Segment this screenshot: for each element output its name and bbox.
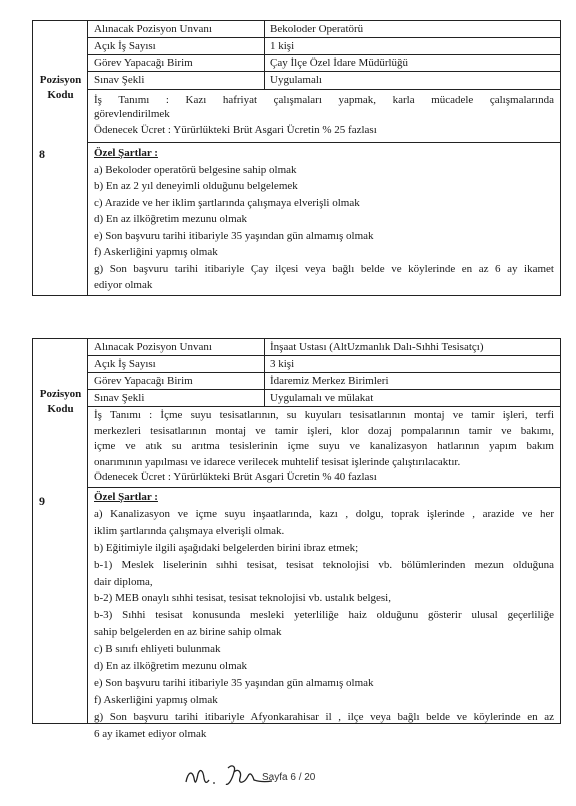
pay-text: Ödenecek Ücret : Yürürlükteki Brüt Asgari Ücretin % 25 fazlası: [94, 123, 377, 136]
field-value: Bekoloder Operatörü: [270, 23, 364, 35]
code-label: [33, 73, 88, 103]
job-description: [88, 93, 560, 137]
field-row-title: [88, 21, 560, 38]
job-line: içme ve atık su arıtma tesislerinin içme suyu ve kanalizasyon hatlarının yapım bakım: [94, 440, 554, 452]
field-row-exam: [88, 390, 560, 407]
column-divider: [264, 356, 265, 372]
condition-item: b) En az 2 yıl deneyimli olduğunu belgelemek: [94, 180, 298, 192]
condition-item: ediyor olmak: [94, 279, 153, 291]
field-label: Görev Yapacağı Birim: [94, 57, 193, 69]
column-divider: [264, 38, 265, 54]
column-divider: [264, 339, 265, 355]
pay-text: Ödenecek Ücret : Yürürlükteki Brüt Asgari Ücretin % 40 fazlası: [94, 471, 377, 483]
section-divider: [88, 142, 560, 143]
condition-item: c) Arazide ve her iklim şartlarında çalışmaya elverişli olmak: [94, 196, 360, 209]
position-code: 9: [39, 494, 45, 508]
condition-item: 6 ay ikamet ediyor olmak: [94, 727, 207, 740]
job-line: İş Tanımı : İçme suyu tesisatlarının, su kuyuları tesisatlarının montaj ve tamir işleri, terfi: [94, 409, 554, 421]
special-title: Özel Şartlar :: [94, 147, 158, 159]
condition-item: b-2) MEB onaylı sıhhi tesisat, tesisat teknolojisi vb. ustalık belgesi,: [94, 592, 391, 605]
field-row-exam: [88, 72, 560, 90]
column-divider: [264, 373, 265, 389]
field-value: Uygulamalı: [270, 74, 322, 86]
job-description: [88, 408, 560, 486]
condition-item: g) Son başvuru tarihi itibariyle Afyonkarahisar il , ilçe veya bağlı belde ve köylerinde en az: [94, 710, 554, 723]
field-label: Sınav Şekli: [94, 392, 145, 404]
section-divider: [88, 487, 560, 488]
field-label: Sınav Şekli: [94, 74, 145, 86]
code-label-line: Pozisyon: [39, 388, 82, 400]
condition-item: b-3) Sıhhi tesisat konusunda mesleki yeterliliğe haiz olduğunu gösterir ulusal geçerliliğe: [94, 609, 554, 622]
position-code: 8: [39, 147, 45, 161]
code-label-line: Kodu: [47, 402, 74, 415]
condition-item: iklim şartlarında çalışmaya elverişli olmak.: [94, 524, 285, 537]
condition-item: b) Eğitimiyle ilgili aşağıdaki belgelerden birini ibraz etmek;: [94, 541, 359, 554]
column-divider: [264, 55, 265, 71]
condition-item: e) Son başvuru tarihi itibariyle 35 yaşından gün almamış olmak: [94, 676, 374, 689]
job-line: görevlendirilmek: [94, 108, 170, 121]
code-label-line: Pozisyon: [39, 74, 82, 86]
condition-item: f) Askerliğini yapmış olmak: [94, 693, 218, 706]
field-label: Alınacak Pozisyon Unvanı: [94, 341, 212, 353]
field-label: Açık İş Sayısı: [94, 40, 156, 52]
job-line: İş Tanımı : Kazı hafriyat çalışmaları yapmak, karla mücadele çalışmalarında: [94, 94, 554, 106]
field-label: Görev Yapacağı Birim: [94, 375, 193, 387]
field-value: İdaremiz Merkez Birimleri: [270, 375, 389, 387]
field-label: Alınacak Pozisyon Unvanı: [94, 23, 212, 35]
page-number: Sayfa 6 / 20: [262, 772, 316, 783]
special-title: Özel Şartlar :: [94, 491, 158, 503]
signature-image: [180, 758, 340, 792]
column-divider: [264, 21, 265, 37]
field-row-count: [88, 38, 560, 55]
condition-item: f) Askerliğini yapmış olmak: [94, 246, 218, 258]
field-value: İnşaat Ustası (AltUzmanlık Dalı-Sıhhi Tesisatçı): [270, 341, 484, 353]
column-divider: [264, 72, 265, 89]
field-row-unit: [88, 55, 560, 72]
special-conditions: [88, 145, 560, 294]
field-row-title: [88, 339, 560, 356]
condition-item: a) Bekoloder operatörü belgesine sahip olmak: [94, 163, 297, 176]
condition-item: a) Kanalizasyon ve içme suyu inşaatlarında, kazı , dolgu, toprak işlerinde , arazide ve her: [94, 507, 554, 520]
condition-item: b-1) Meslek liselerinin sıhhi tesisat, tesisat teknolojisi vb. bölümlerinden mezun olduğuna: [94, 558, 554, 571]
field-row-count: [88, 356, 560, 373]
field-value: Çay İlçe Özel İdare Müdürlüğü: [270, 57, 409, 69]
condition-item: d) En az ilköğretim mezunu olmak: [94, 213, 248, 225]
job-line: merkezleri tesisatlarının montaj ve tamir işleri, klor dozaj pompalarının tamir ve bakımı,: [94, 424, 554, 437]
condition-item: sahip belgelerden en az birine sahip olmak: [94, 626, 282, 639]
condition-item: g) Son başvuru tarihi itibariyle Çay ilçesi veya bağlı belde ve köylerinde en az 6 ay ikamet: [94, 262, 554, 275]
condition-item: e) Son başvuru tarihi itibariyle 35 yaşından gün almamış olmak: [94, 229, 374, 242]
field-value: 1 kişi: [270, 40, 295, 52]
field-row-unit: [88, 373, 560, 390]
job-line: onarımının yapılması ve idarece verilecek muhtelif tesisat işlerinde çalıştırılacaktır.: [94, 455, 461, 468]
special-conditions: [88, 489, 560, 743]
field-value: Uygulamalı ve mülakat: [270, 392, 374, 404]
position-block-9: [32, 338, 561, 740]
code-label-line: Kodu: [47, 88, 74, 101]
condition-item: c) B sınıfı ehliyeti bulunmak: [94, 643, 221, 656]
field-label: Açık İş Sayısı: [94, 358, 156, 370]
field-value: 3 kişi: [270, 358, 295, 370]
code-label: [33, 387, 88, 417]
column-divider: [264, 390, 265, 406]
position-block-8: [32, 20, 561, 296]
condition-item: d) En az ilköğretim mezunu olmak: [94, 660, 248, 673]
condition-item: dair diploma,: [94, 575, 153, 588]
